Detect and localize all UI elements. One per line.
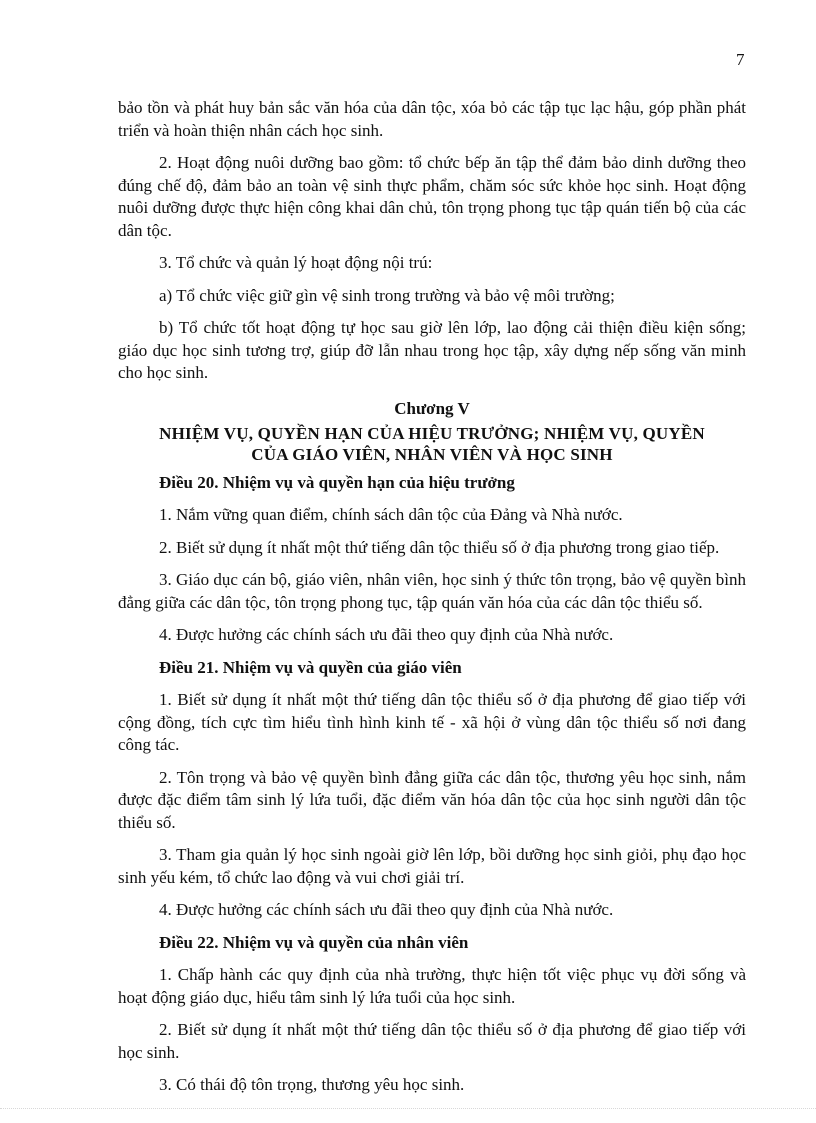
article-22-item: 3. Có thái độ tôn trọng, thương yêu học sinh. — [159, 1075, 465, 1094]
page-number: 7 — [736, 50, 745, 69]
article-21-item: 1. Biết sử dụng ít nhất một thứ tiếng dân tộc thiểu số ở địa phương để giao tiếp với cộng đồng, tích cực tìm hiểu tình hình kinh tế - xã hội ở vùng dân tộc thiểu số nơi đang công tác. — [118, 690, 746, 754]
article-22-item: 1. Chấp hành các quy định của nhà trường, thực hiện tốt việc phục vụ đời sống và hoạt động giáo dục, hiểu tâm sinh lý lứa tuổi của học sinh. — [118, 965, 746, 1007]
paragraph-boarding-a: a) Tổ chức việc giữ gìn vệ sinh trong trường và bảo vệ môi trường; — [159, 285, 615, 305]
article-20-item: 2. Biết sử dụng ít nhất một thứ tiếng dân tộc thiểu số ở địa phương trong giao tiếp. — [159, 537, 720, 557]
paragraph-boarding-heading: 3. Tổ chức và quản lý hoạt động nội trú: — [159, 253, 433, 272]
paragraph-intro-continuation: bảo tồn và phát huy bản sắc văn hóa của dân tộc, xóa bỏ các tập tục lạc hậu, góp phần phát triển và hoàn thiện nhân cách học sinh. — [118, 98, 746, 140]
chapter-title-line-2: CỦA GIÁO VIÊN, NHÂN VIÊN VÀ HỌC SINH — [251, 444, 613, 464]
article-21-item: 4. Được hưởng các chính sách ưu đãi theo quy định của Nhà nước. — [159, 900, 614, 919]
article-20-item: 3. Giáo dục cán bộ, giáo viên, nhân viên, học sinh ý thức tôn trọng, bảo vệ quyền bình đẳng giữa các dân tộc, tôn trọng phong tục, tập quán văn hóa của các dân tộc thiểu số. — [118, 570, 746, 612]
page-bottom-divider — [0, 1108, 816, 1109]
document-body — [118, 97, 746, 1107]
article-21-item: 2. Tôn trọng và bảo vệ quyền bình đẳng giữa các dân tộc, thương yêu học sinh, nắm được đặc điểm tâm sinh lý lứa tuổi, đặc điểm văn hóa dân tộc của học sinh người dân tộc thiểu số. — [118, 767, 746, 832]
article-20-item: 4. Được hưởng các chính sách ưu đãi theo quy định của Nhà nước. — [159, 625, 614, 644]
article-21-heading: Điều 21. Nhiệm vụ và quyền của giáo viên — [159, 657, 462, 677]
article-20-heading: Điều 20. Nhiệm vụ và quyền hạn của hiệu trưởng — [159, 472, 515, 492]
article-20-item: 1. Nắm vững quan điểm, chính sách dân tộc của Đảng và Nhà nước. — [159, 505, 623, 524]
paragraph-nourishment: 2. Hoạt động nuôi dưỡng bao gồm: tổ chức bếp ăn tập thể đảm bảo dinh dưỡng theo đúng chế độ, đảm bảo an toàn vệ sinh thực phẩm, chăm sóc sức khỏe học sinh. Hoạt động nuôi dưỡng được thực hiện công khai dân chủ, tôn trọng phong tục tập quán tiến bộ của các dân tộc. — [118, 153, 746, 240]
chapter-title-line-1: NHIỆM VỤ, QUYỀN HẠN CỦA HIỆU TRƯỞNG; NHIỆM VỤ, QUYỀN — [159, 423, 705, 443]
article-22-item: 2. Biết sử dụng ít nhất một thứ tiếng dân tộc thiểu số ở địa phương để giao tiếp với học sinh. — [118, 1020, 746, 1062]
chapter-label: Chương V — [394, 398, 470, 418]
article-22-heading: Điều 22. Nhiệm vụ và quyền của nhân viên — [159, 932, 469, 952]
chapter-title — [118, 423, 746, 465]
article-21-item: 3. Tham gia quản lý học sinh ngoài giờ lên lớp, bồi dưỡng học sinh giỏi, phụ đạo học sinh yếu kém, tổ chức lao động và vui chơi giải trí. — [118, 845, 746, 887]
paragraph-boarding-b: b) Tổ chức tốt hoạt động tự học sau giờ lên lớp, lao động cải thiện điều kiện sống; giáo dục học sinh tương trợ, giúp đỡ lẫn nhau trong học tập, xây dựng nếp sống văn minh cho học sinh. — [118, 318, 746, 382]
